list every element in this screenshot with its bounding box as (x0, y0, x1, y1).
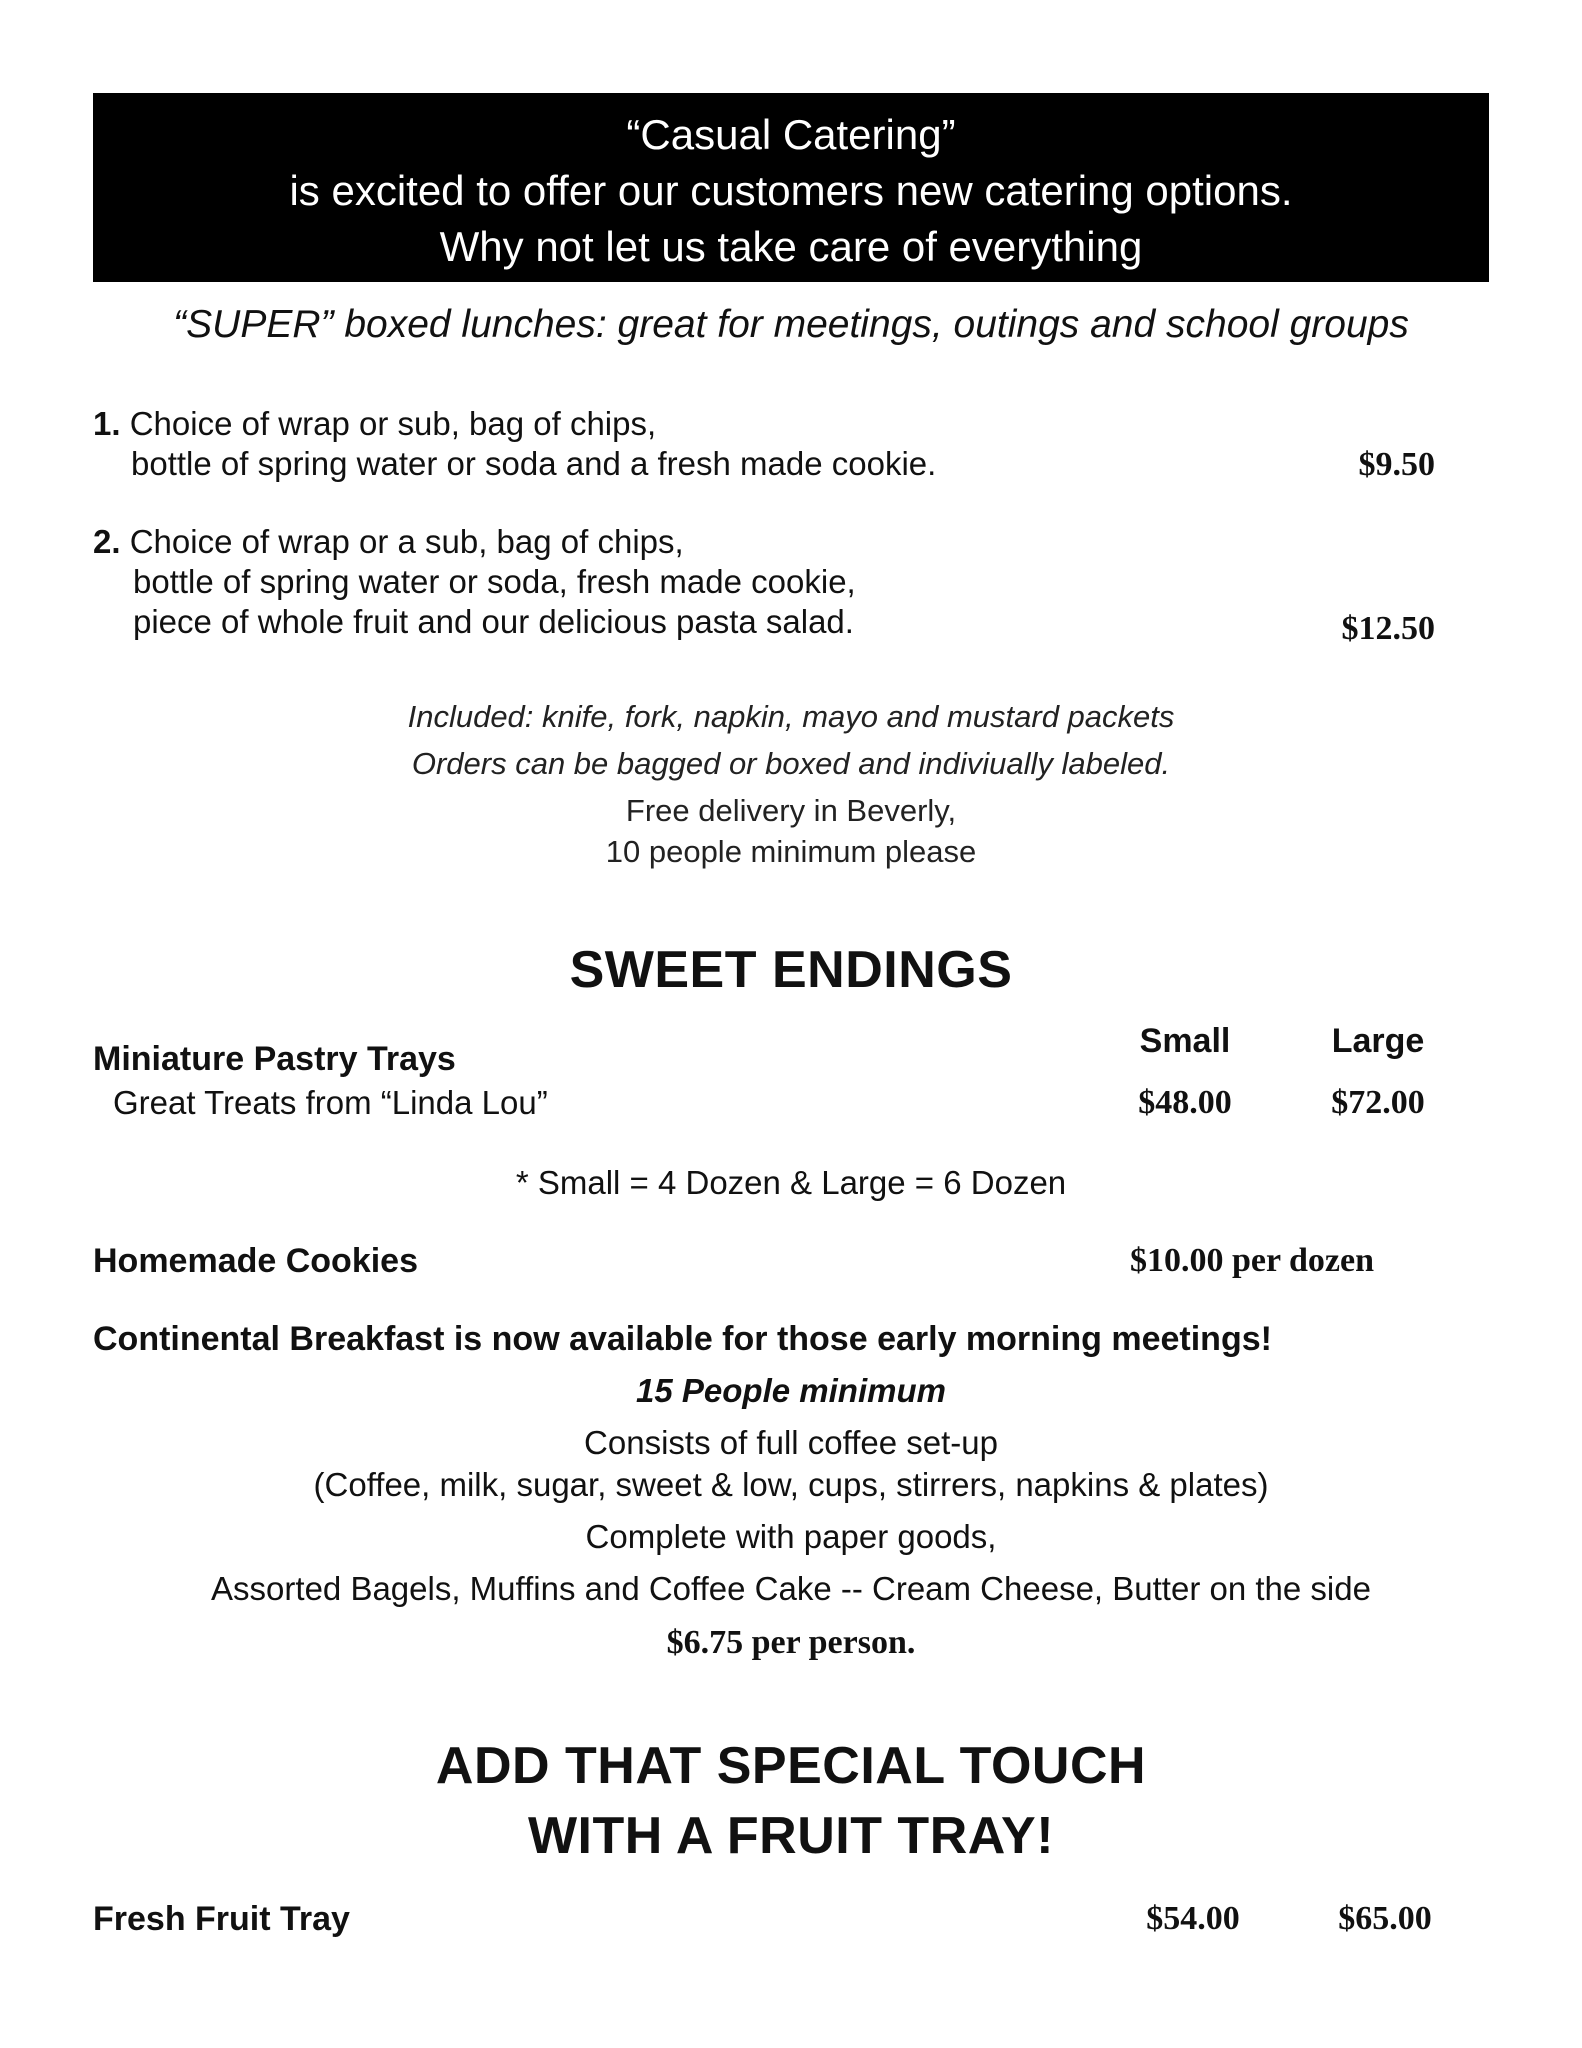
banner-title: “Casual Catering” (626, 111, 956, 158)
banner-line-2: is excited to offer our customers new catering options. (289, 167, 1293, 214)
lunch-option-2-price: $12.50 (1341, 610, 1435, 647)
header-banner (93, 93, 1489, 282)
option-line: bottle of spring water or soda and a fresh made cookie. (131, 445, 937, 482)
column-header-small: Small (1139, 1022, 1231, 1060)
minimum-note: 10 people minimum please (605, 834, 977, 869)
continental-line-4: Assorted Bagels, Muffins and Coffee Cake -- Cream Cheese, Butter on the side (211, 1570, 1371, 1607)
size-note: * Small = 4 Dozen & Large = 6 Dozen (515, 1164, 1067, 1201)
delivery-note: Free delivery in Beverly, (625, 793, 957, 828)
sweet-endings-heading: SWEET ENDINGS (569, 941, 1013, 999)
continental-price: $6.75 per person. (666, 1624, 916, 1661)
boxed-lunch-heading: “SUPER” boxed lunches: great for meetings, outings and school groups (173, 303, 1409, 346)
option-line: bottle of spring water or soda, fresh made cookie, (133, 563, 856, 600)
continental-line-3: Complete with paper goods, (585, 1518, 997, 1555)
continental-line-1: Consists of full coffee set-up (584, 1424, 998, 1461)
fruit-tray-name: Fresh Fruit Tray (93, 1900, 350, 1938)
pastry-price-small: $48.00 (1138, 1084, 1232, 1121)
lunch-option-1 (93, 404, 1193, 484)
continental-minimum: 15 People minimum (636, 1372, 946, 1409)
column-header-large: Large (1331, 1022, 1425, 1060)
option-line: Choice of wrap or a sub, bag of chips, (129, 523, 684, 560)
pastry-tray-description: Great Treats from “Linda Lou” (113, 1084, 548, 1121)
option-number: 2. (93, 523, 121, 560)
lunch-option-1-price: $9.50 (1358, 446, 1435, 483)
cookies-name: Homemade Cookies (93, 1242, 418, 1280)
pastry-price-large: $72.00 (1331, 1084, 1425, 1121)
pastry-tray-name: Miniature Pastry Trays (93, 1040, 456, 1078)
fruit-price-small: $54.00 (1146, 1900, 1240, 1937)
option-line: Choice of wrap or sub, bag of chips, (129, 405, 657, 442)
option-line: piece of whole fruit and our delicious pasta salad. (133, 603, 854, 640)
included-note: Included: knife, fork, napkin, mayo and mustard packets (407, 699, 1175, 734)
banner-line-3: Why not let us take care of everything (439, 223, 1143, 270)
orders-note: Orders can be bagged or boxed and indiviually labeled. (411, 746, 1171, 781)
continental-line-2: (Coffee, milk, sugar, sweet & low, cups, stirrers, napkins & plates) (313, 1466, 1269, 1503)
fruit-heading-line-1: ADD THAT SPECIAL TOUCH (435, 1737, 1147, 1795)
fruit-price-large: $65.00 (1338, 1900, 1432, 1937)
continental-headline: Continental Breakfast is now available for those early morning meetings! (93, 1320, 1272, 1358)
cookies-price: $10.00 per dozen (1130, 1242, 1374, 1279)
fruit-heading-line-2: WITH A FRUIT TRAY! (527, 1807, 1055, 1865)
lunch-option-2 (93, 522, 1193, 642)
option-number: 1. (93, 405, 121, 442)
